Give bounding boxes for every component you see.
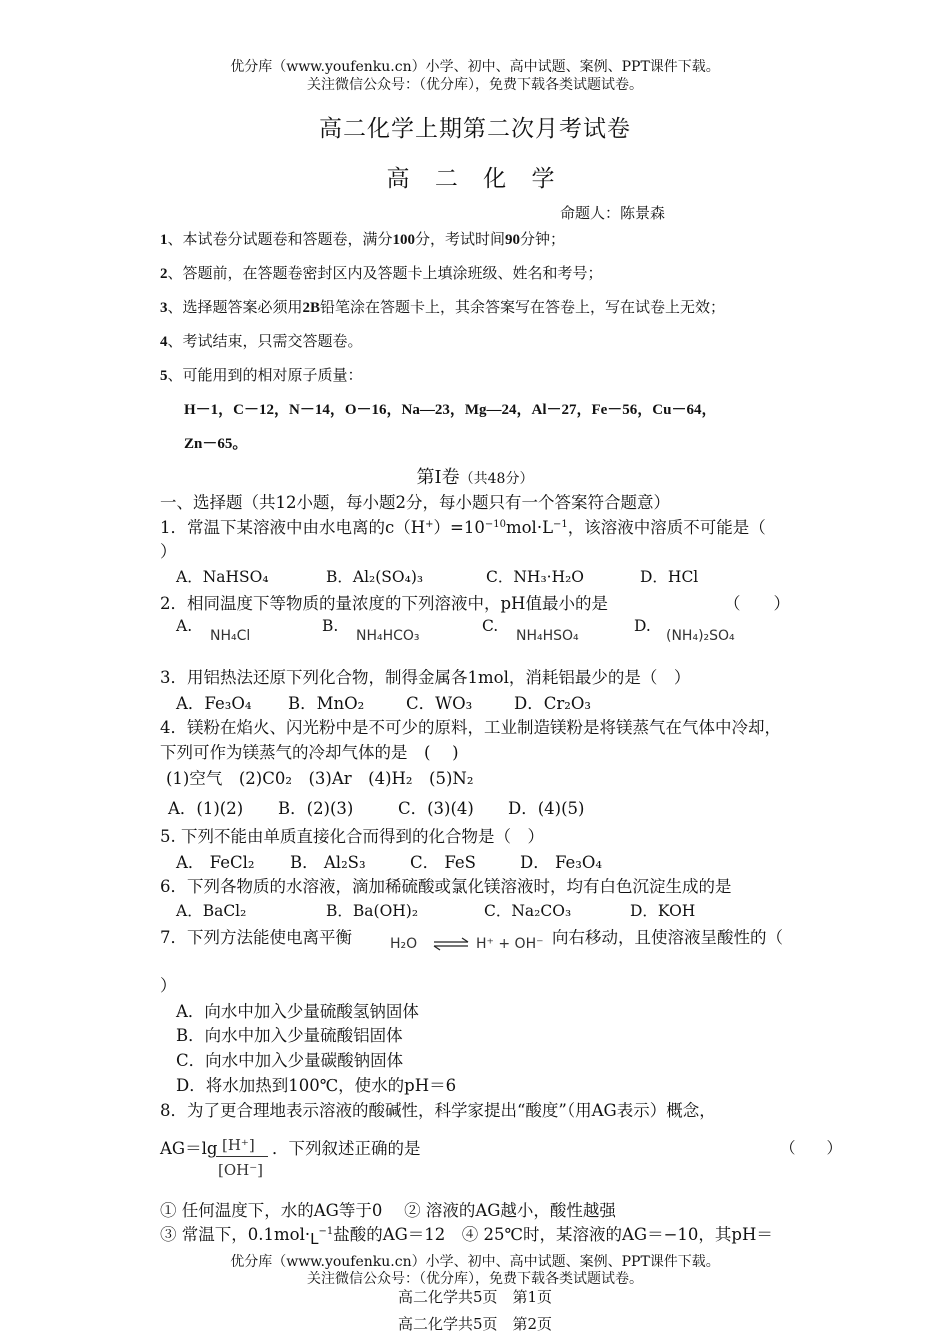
equilibrium-arrow-icon xyxy=(432,936,470,952)
subject-title: 高 二 化 学 xyxy=(386,166,564,192)
q7-option-c: C．向水中加入少量碳酸钠固体 xyxy=(176,1051,404,1070)
q6-option-c: C．Na₂CO₃ xyxy=(484,902,572,920)
fraction-bar xyxy=(216,1156,268,1157)
exam-title: 高二化学上期第二次月考试卷 xyxy=(319,116,631,142)
q7-option-b: B．向水中加入少量硫酸铝固体 xyxy=(176,1026,403,1045)
note-4: 4、考试结束，只需交答题卷。 xyxy=(160,332,363,350)
page-number: 高二化学共5页 第1页 xyxy=(397,1288,553,1306)
q2-option-c-label: C. xyxy=(482,617,499,635)
q4-option-b: B．(2)(3) xyxy=(278,799,354,818)
q5-option-c: C． FeS xyxy=(410,853,476,872)
q3-option-b: B．MnO₂ xyxy=(288,694,365,713)
question-1-stem: 1．常温下某溶液中由水电离的$c(H^+)=10^{-10}mol\cdot L^{-1}$，该溶液中溶质不可能是（ xyxy=(160,518,766,537)
atomic-masses-line1: H－1，C－12，N－14，O－16，Na—23，Mg—24，Al－27，Fe－56，Cu－64， xyxy=(184,402,717,418)
question-3-stem: 3．用铝热法还原下列化合物，制得金属各1mol，消耗铝最少的是（ ） xyxy=(160,668,691,687)
q2-option-a-label: A. xyxy=(176,617,193,635)
note-5: 5、可能用到的相对原子质量： xyxy=(160,366,363,384)
q8-numerator: [H⁺] xyxy=(222,1136,255,1154)
q2-option-b-formula: NH₄HCO₃ xyxy=(356,628,420,644)
q8-ag-prefix: AG＝lg xyxy=(160,1139,218,1158)
q4-option-d: D．(4)(5) xyxy=(508,799,585,818)
site-header-line1: 优分库（www.youfenku.cn）小学、初中、高中试题、案例、PPT课件下载。 xyxy=(230,59,720,75)
q2-option-c-formula: NH₄HSO₄ xyxy=(516,628,579,644)
q3-option-c: C．WO₃ xyxy=(406,694,473,713)
note-3: 3、选择题答案必须用2B铅笔涂在答题卡上，其余答案写在答卷上，写在试卷上无效； xyxy=(160,298,726,316)
page-number-next: 高二化学共5页 第2页 xyxy=(397,1315,553,1333)
note-2: 2、答题前，在答题卷密封区内及答题卡上填涂班级、姓名和考号； xyxy=(160,264,603,282)
q3-option-d: D．Cr₂O₃ xyxy=(514,694,591,713)
footer-line1: 优分库（www.youfenku.cn）小学、初中、高中试题、案例、PPT课件下载。 xyxy=(0,1251,950,1271)
q1-option-a: A．NaHSO₄ xyxy=(176,568,269,586)
question-4-stem-line1: 4．镁粉在焰火、闪光粉中是不可少的原料，工业制造镁粉是将镁蒸气在气体中冷却， xyxy=(160,718,781,737)
q6-option-b: B．Ba(OH)₂ xyxy=(326,902,419,920)
question-1-stem-end: ） xyxy=(160,542,177,561)
q5-option-a: A． FeCl₂ xyxy=(176,853,255,872)
q7-option-d: D．将水加热到100℃，使水的pH＝6 xyxy=(176,1076,457,1095)
question-4-stem-line2: 下列可作为镁蒸气的冷却气体的是 ( ) xyxy=(160,743,459,762)
q2-option-d-label: D. xyxy=(634,617,651,635)
q2-option-d-formula: (NH₄)₂SO₄ xyxy=(666,628,735,644)
q8-items-3-4: ③ 常温下，$0.1mol\cdot L^{-1}$盐酸的AG＝12 ④ 25℃时，某溶液的AG＝−10，其pH＝ xyxy=(160,1225,773,1248)
q5-option-b: B． Al₂S₃ xyxy=(290,853,366,872)
question-2-paren: （ ） xyxy=(724,594,790,613)
q8-items-1-2: ① 任何温度下，水的AG等于0 ② 溶液的AG越小，酸性越强 xyxy=(160,1201,616,1220)
q4-option-a: A．(1)(2) xyxy=(168,799,244,818)
question-6-stem: 6．下列各物质的水溶液，滴加稀硫酸或氯化镁溶液时，均有白色沉淀生成的是 xyxy=(160,877,732,896)
question-5-stem: 5. 下列不能由单质直接化合而得到的化合物是（ ） xyxy=(160,827,544,846)
q3-option-a: A．Fe₃O₄ xyxy=(176,694,252,713)
question-7-stem-mid: 向右移动，且使溶液呈酸性的（ xyxy=(552,928,783,947)
question-2-stem: 2．相同温度下等物质的量浓度的下列溶液中，pH值最小的是 xyxy=(160,594,608,613)
question-8-paren: （ ） xyxy=(780,1139,843,1157)
q4-option-c: C．(3)(4) xyxy=(398,799,474,818)
q8-denominator: [OH⁻] xyxy=(218,1161,263,1179)
part-heading: 一、选择题（共12小题，每小题2分，每小题只有一个答案符合题意） xyxy=(160,493,670,512)
q1-option-b: B．Al₂(SO₄)₃ xyxy=(326,568,424,586)
q6-option-d: D．KOH xyxy=(630,902,696,920)
question-7-stem-end: ） xyxy=(160,976,177,995)
section-title: 第Ⅰ卷（共48分） xyxy=(416,467,534,488)
q7-option-a: A．向水中加入少量硫酸氢钠固体 xyxy=(176,1002,419,1021)
q2-option-a-formula: NH₄Cl xyxy=(210,628,251,644)
q1-option-d: D．HCl xyxy=(640,568,699,586)
q1-option-c: C．NH₃·H₂O xyxy=(486,568,585,586)
question-8-stem: 8．为了更合理地表示溶液的酸碱性，科学家提出“酸度”（用AG表示）概念， xyxy=(160,1101,716,1120)
q7-equation-left: H₂O xyxy=(390,936,418,952)
q6-option-a: A．BaCl₂ xyxy=(176,902,247,920)
note-1: 1、本试卷分试题卷和答题卷，满分100分，考试时间90分钟； xyxy=(160,230,566,248)
author: 命题人：陈景森 xyxy=(560,204,666,222)
q2-option-b-label: B. xyxy=(322,617,339,635)
q5-option-d: D． Fe₃O₄ xyxy=(520,853,603,872)
footer-line2: 关注微信公众号：（优分库），免费下载各类试题试卷。 xyxy=(307,1271,643,1287)
site-header-line2: 关注微信公众号：（优分库），免费下载各类试题试卷。 xyxy=(307,77,643,93)
q7-equation-right: H⁺ + OH⁻ xyxy=(476,936,544,952)
question-4-items: (1)空气 (2)C0₂ (3)Ar (4)H₂ (5)N₂ xyxy=(166,769,474,788)
atomic-masses-line2: Zn－65。 xyxy=(184,436,248,452)
question-7-stem-start: 7．下列方法能使电离平衡 xyxy=(160,928,352,947)
question-8-stem-b: ．下列叙述正确的是 xyxy=(272,1139,421,1158)
